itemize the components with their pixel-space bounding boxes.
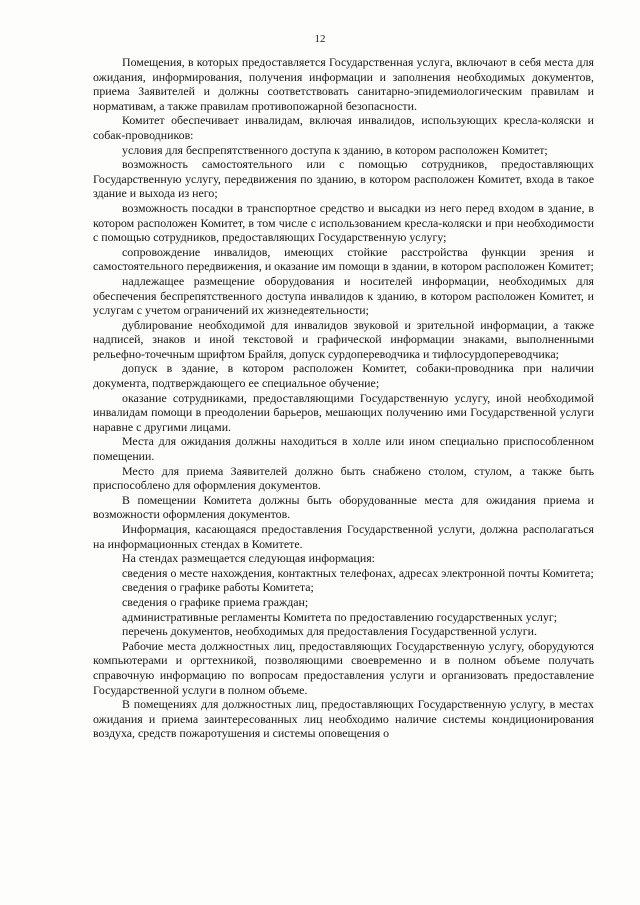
paragraph-waiting-places: Места для ожидания должны находиться в холле или ином специально приспособленном помещении. [93,434,594,464]
paragraph-guide-dog: допуск в здание, в котором расположен Комитет, собаки-проводника при наличии документа, подтверждающего ее специальное обучение; [93,361,594,391]
paragraph-boarding: возможность посадки в транспортное средство и высадки из него перед входом в здание, в котором расположен Комитет, в том числе с использованием кресла-коляски и при необходимости с помощью сотрудников, предоставляющих Государственную услугу; [93,200,594,245]
paragraph-reception-schedule: сведения о графике приема граждан; [122,594,309,609]
paragraph-stand-contents: На стендах размещается следующая информация: [122,551,375,566]
paragraph-committee-provides: Комитет обеспечивает инвалидам, включая инвалидов, использующих кресла-коляски и собак-проводников: [93,113,594,142]
paragraph-contacts: сведения о месте нахождения, контактных телефонах, адресах электронной почты Комитета; [122,565,594,580]
paragraph-ventilation: В помещениях для должностных лиц, предоставляющих Государственную услугу, в местах ожидания и приема заинтересованных лиц необходимо наличие системы кондиционирования воздуха, средств пожаротушения и системы оповещения о [93,697,594,741]
paragraph-information-stands: Информация, касающаяся предоставления Государственной услуги, должна располагаться на информационных стендах в Комитете. [93,522,594,551]
paragraph-assistance: оказание сотрудниками, предоставляющими Государственную услугу, иной необходимой инвалидам помощи в преодолении барьеров, мешающих получению ими Государственной услуги наравне с другими лицами. [93,390,594,434]
paragraph-work-schedule: сведения о графике работы Комитета; [122,580,314,595]
paragraph-equipment: надлежащее размещение оборудования и носителей информации, необходимых для обеспечения беспрепятственного доступа инвалидов к зданию, в котором расположен Комитет, и услугам с учетом ограничений их жизнедеятельности; [93,273,594,318]
paragraph-escort: сопровождение инвалидов, имеющих стойкие расстройства функции зрения и самостоятельного передвижения, и оказание им помощи в здании, в котором расположен Комитет; [93,244,594,274]
paragraph-access-conditions: условия для беспрепятственного доступа к зданию, в котором расположен Комитет; [122,142,548,157]
document-body [93,55,594,741]
paragraph-premises: Помещения, в которых предоставляется Государственная услуга, включают в себя места для ожидания, информирования, получения информации и заполнения необходимых документов, приема Заявителей и должны соответствовать санитарно-эпидемиологическим правилам и нормативам, а также правилам противопожарной безопасности. [93,55,594,113]
paragraph-braille: дублирование необходимой для инвалидов звуковой и зрительной информации, а также надписей, знаков и иной текстовой и графической информации знаками, выполненными рельефно-точечным шрифтом Брайля, допуск сурдопереводчика и тифлосурдопереводчика; [93,317,594,361]
paragraph-committee-premises: В помещении Комитета должны быть оборудованные места для ожидания приема и возможности оформления документов. [93,492,594,522]
page-number: 12 [314,33,326,45]
paragraph-regulations: административные регламенты Комитета по предоставлению государственных услуг; [122,609,558,624]
paragraph-workplaces: Рабочие места должностных лиц, предоставляющих Государственную услугу, оборудуются компьютерами и оргтехникой, позволяющими своевременно и в полном объеме получать справочную информацию по вопросам предоставления услуги и организовать предоставление Государственной услуги в полном объеме. [93,638,594,697]
paragraph-reception-place: Место для приема Заявителей должно быть снабжено столом, стулом, а также быть приспособлено для оформления документов. [93,463,594,493]
paragraph-documents-list: перечень документов, необходимых для предоставления Государственной услуги. [122,624,537,639]
paragraph-movement: возможность самостоятельного или с помощью сотрудников, предоставляющих Государственную услугу, передвижения по зданию, в котором расположен Комитет, входа в такое здание и выхода из него; [93,157,594,201]
